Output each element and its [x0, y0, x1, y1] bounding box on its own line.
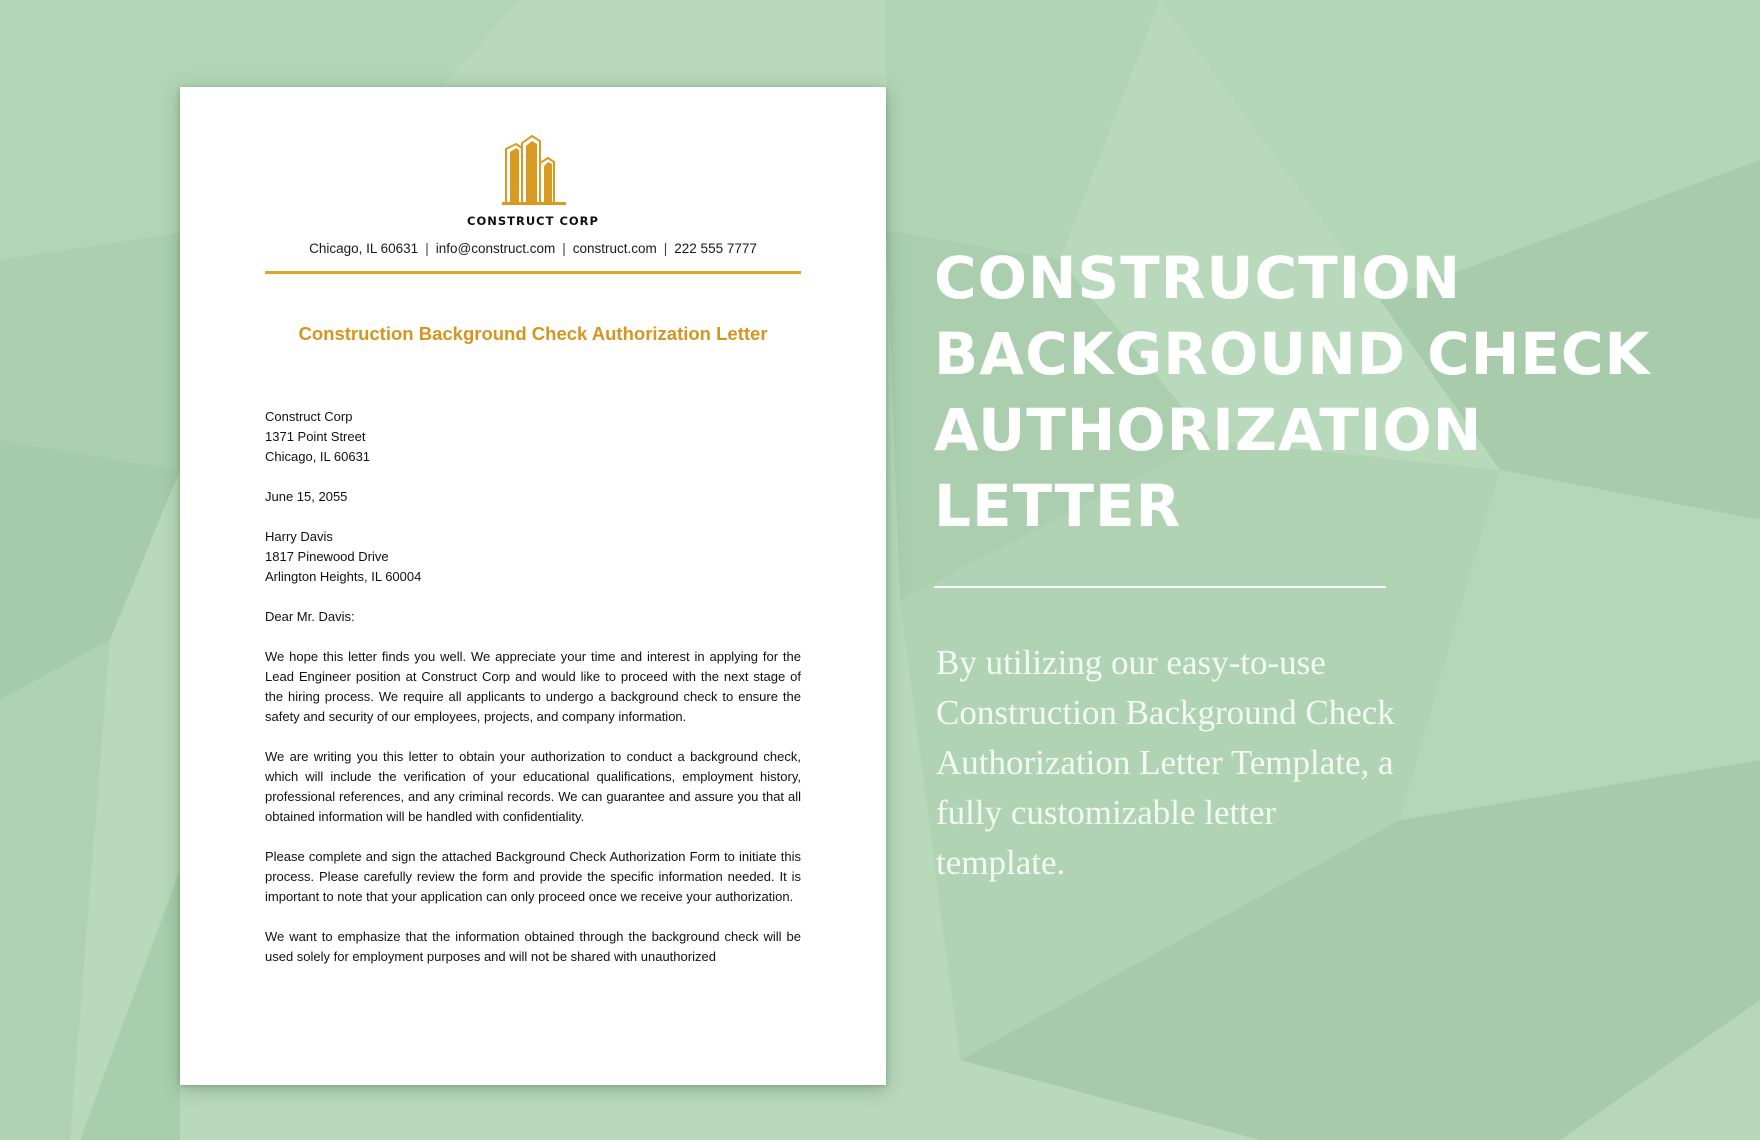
separator: |	[562, 241, 566, 256]
header-divider	[265, 271, 801, 274]
letter-body	[265, 407, 801, 987]
recipient-line: 1817 Pinewood Drive	[265, 549, 389, 564]
hero-description-line: fully customizable letter	[936, 793, 1277, 832]
letter-title: Construction Background Check Authorization Letter	[298, 323, 768, 344]
sender-address	[265, 407, 801, 467]
contact-line	[180, 241, 886, 256]
buildings-logo-icon	[502, 135, 566, 207]
hero-title-line: AUTHORIZATION	[934, 396, 1483, 464]
contact-address: Chicago, IL 60631	[309, 241, 419, 256]
sender-line: Construct Corp	[265, 409, 353, 424]
hero-title-line: LETTER	[934, 472, 1182, 540]
recipient-line: Harry Davis	[265, 529, 333, 544]
sender-line: Chicago, IL 60631	[265, 449, 371, 464]
date-text: June 15, 2055	[265, 489, 348, 504]
hero-description-line: By utilizing our easy-to-use	[936, 643, 1326, 682]
sender-line: 1371 Point Street	[265, 429, 366, 444]
hero-description-line: template.	[936, 843, 1066, 882]
separator: |	[425, 241, 429, 256]
letter-date	[265, 487, 801, 507]
salutation-text: Dear Mr. Davis:	[265, 609, 355, 624]
separator: |	[663, 241, 668, 256]
paragraph: We are writing you this letter to obtain your authorization to conduct a background check, which will include the verification of your educational qualifications, employment history, professional references, and any criminal records. We can guarantee and assure you that all obtained information will be handled with confidentiality.	[265, 749, 801, 824]
hero-title	[934, 240, 1694, 544]
hero-title-line: CONSTRUCTION	[934, 244, 1462, 312]
hero-description	[936, 638, 1556, 888]
hero-divider	[934, 586, 1386, 588]
paragraph: We want to emphasize that the information obtained through the background check will be used solely for employment purposes and will not be shared with unauthorized	[265, 929, 801, 964]
letter-page	[180, 87, 886, 1085]
contact-email: info@construct.com	[435, 241, 556, 256]
brand-name: CONSTRUCT CORP	[467, 214, 599, 228]
hero-description-line: Construction Background Check	[936, 693, 1395, 732]
hero-title-line: BACKGROUND CHECK	[934, 320, 1651, 388]
paragraph: We hope this letter finds you well. We appreciate your time and interest in applying for the Lead Engineer position at Construct Corp and would like to proceed with the next stage of the hiring process. We require all applicants to undergo a background check to ensure the safety and security of our employees, projects, and company information.	[265, 649, 801, 724]
contact-website: construct.com	[572, 241, 657, 256]
salutation	[265, 607, 801, 627]
recipient-address	[265, 527, 801, 587]
recipient-line: Arlington Heights, IL 60004	[265, 569, 422, 584]
paragraph: Please complete and sign the attached Background Check Authorization Form to initiate this process. Please carefully review the form and provide the specific information needed. It is important to note that your application can only proceed once we receive your authorization.	[265, 849, 801, 904]
hero-description-line: Authorization Letter Template, a	[936, 743, 1394, 782]
contact-phone: 222 555 7777	[674, 241, 757, 256]
